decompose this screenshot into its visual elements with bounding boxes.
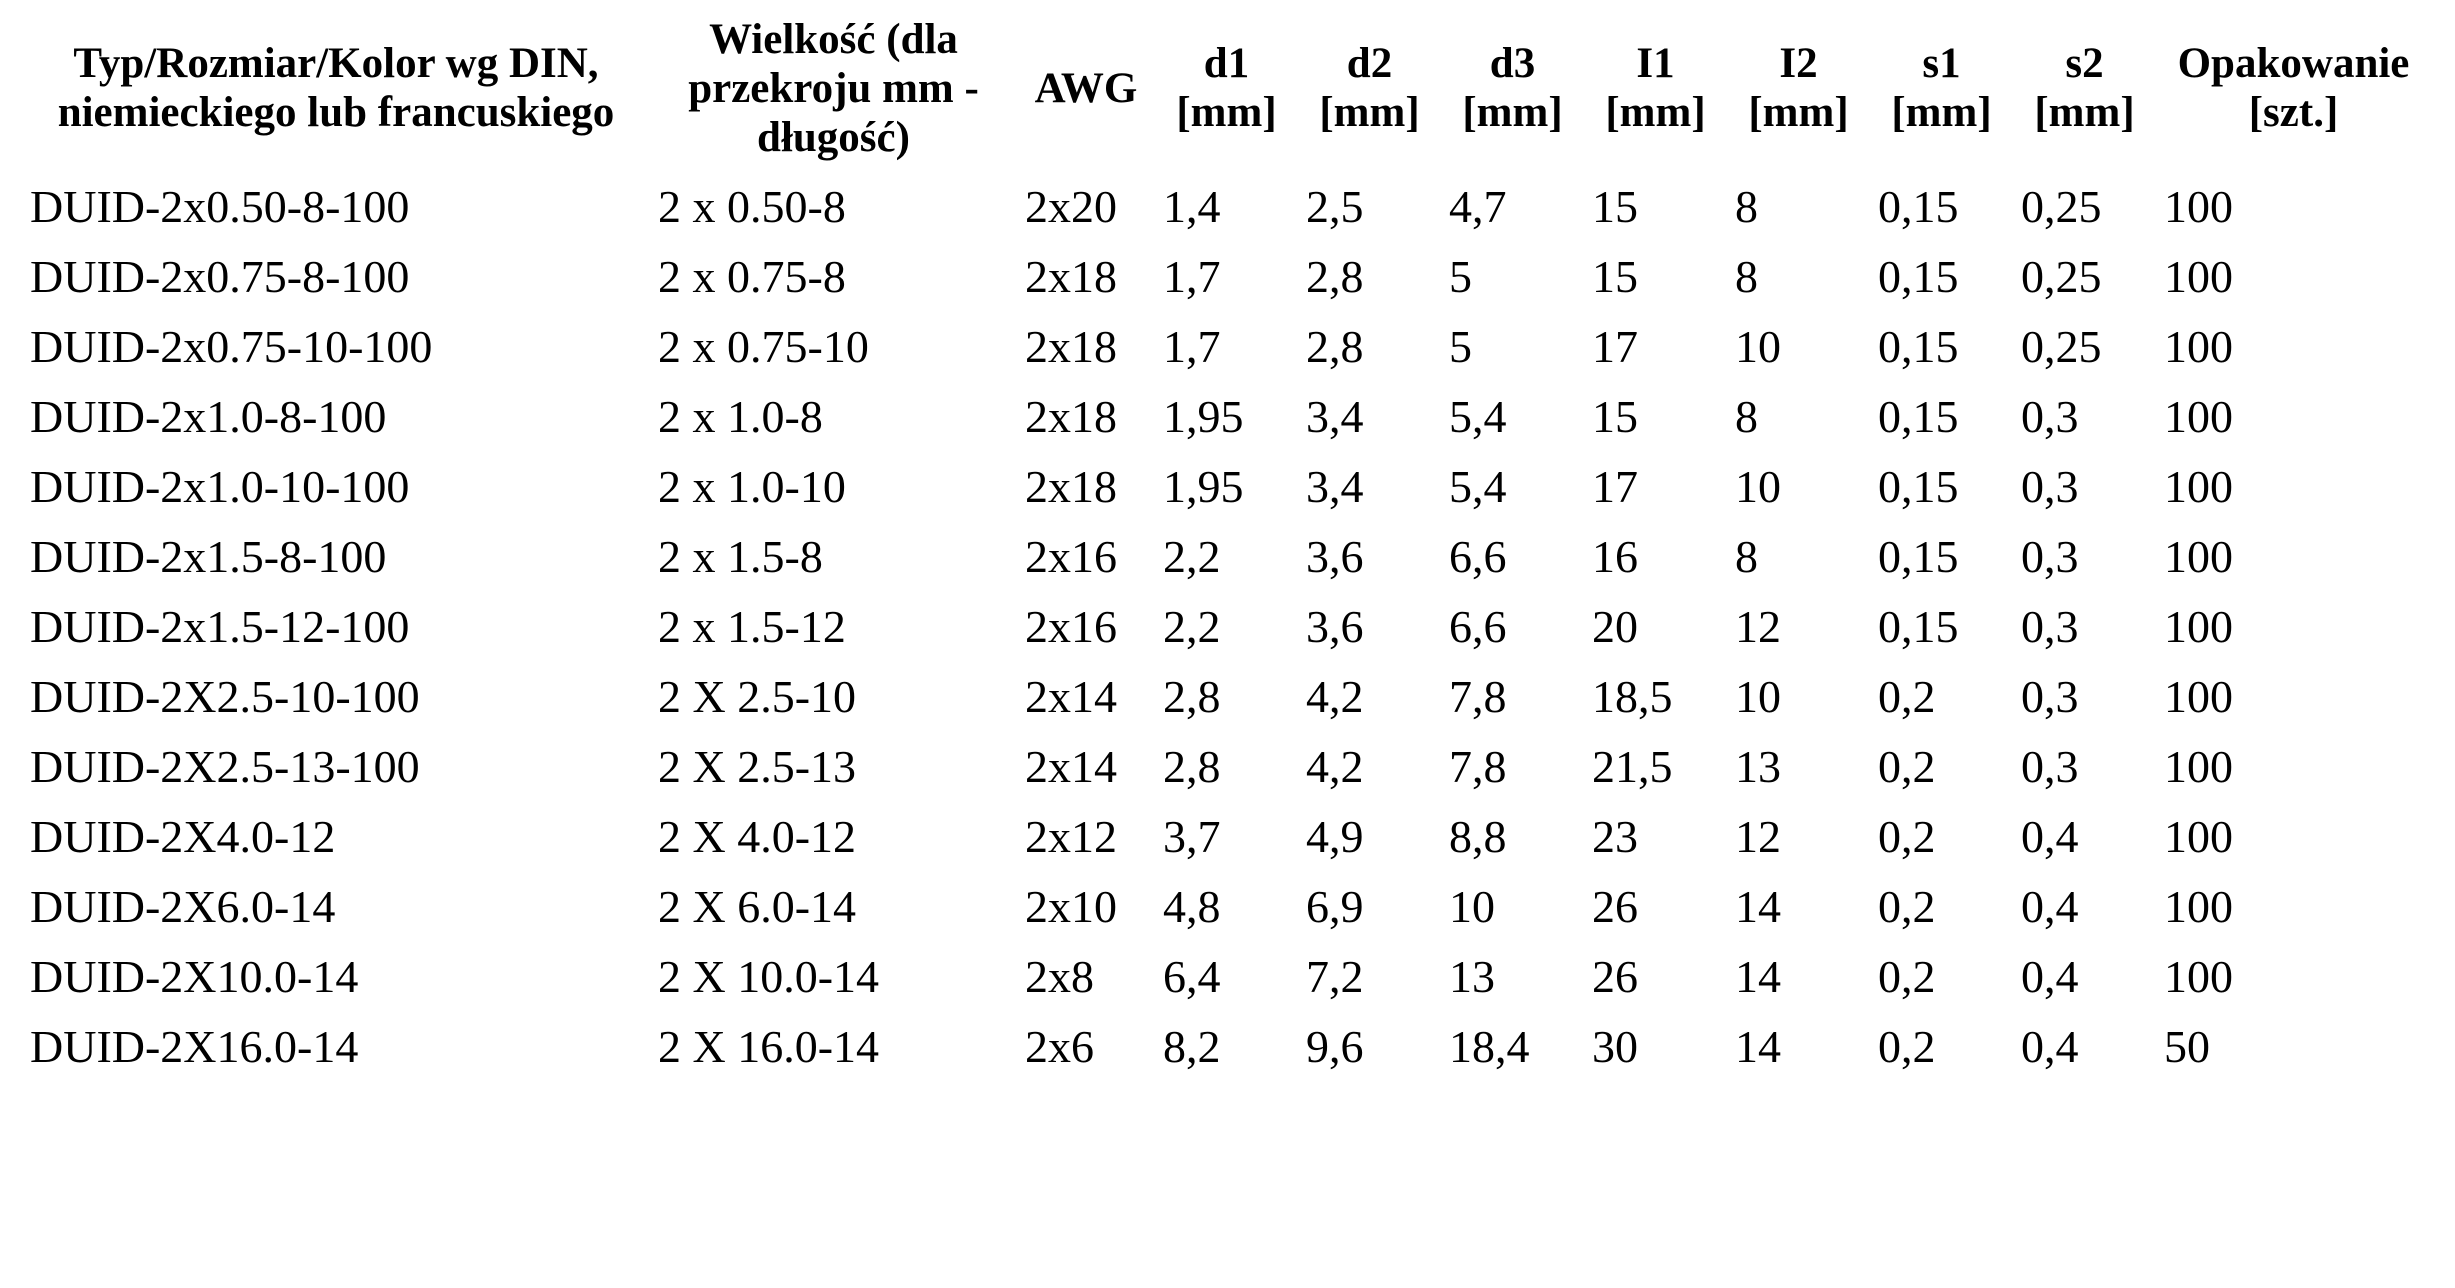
table-cell: 13 bbox=[1735, 741, 1781, 792]
table-cell: 2,8 bbox=[1306, 251, 1364, 302]
table-cell: 2x18 bbox=[1025, 321, 1117, 372]
table-cell: 1,95 bbox=[1163, 461, 1244, 512]
table-cell: 8,2 bbox=[1163, 1021, 1221, 1072]
table-cell: 100 bbox=[2164, 601, 2233, 652]
table-cell: DUID-2x0.50-8-100 bbox=[30, 181, 410, 232]
table-cell: 2x16 bbox=[1025, 601, 1117, 652]
table-cell: 0,2 bbox=[1878, 671, 1936, 722]
column-header-4: d2 [mm] bbox=[1319, 40, 1420, 136]
table-cell: 18,5 bbox=[1592, 671, 1673, 722]
table-cell: 3,6 bbox=[1306, 601, 1364, 652]
table-cell: 4,2 bbox=[1306, 671, 1364, 722]
table-cell: DUID-2x1.5-8-100 bbox=[30, 531, 387, 582]
table-cell: DUID-2X6.0-14 bbox=[30, 881, 336, 932]
table-cell: 6,9 bbox=[1306, 881, 1364, 932]
table-row bbox=[22, 172, 2431, 242]
table-cell: 8 bbox=[1735, 531, 1758, 582]
table-cell: 100 bbox=[2164, 391, 2233, 442]
table-cell: 2 X 2.5-13 bbox=[658, 741, 857, 792]
table-cell: 17 bbox=[1592, 321, 1638, 372]
table-cell: 4,7 bbox=[1449, 181, 1507, 232]
table-body bbox=[22, 172, 2431, 1082]
table-cell: 50 bbox=[2164, 1021, 2210, 1072]
table-cell: 0,4 bbox=[2021, 1021, 2079, 1072]
table-cell: 30 bbox=[1592, 1021, 1638, 1072]
table-cell: 100 bbox=[2164, 671, 2233, 722]
table-cell: 100 bbox=[2164, 251, 2233, 302]
table-cell: 3,7 bbox=[1163, 811, 1221, 862]
table-cell: 3,4 bbox=[1306, 391, 1364, 442]
table-cell: 6,6 bbox=[1449, 601, 1507, 652]
table-cell: 0,3 bbox=[2021, 531, 2079, 582]
header-row bbox=[22, 4, 2431, 172]
table-cell: 0,15 bbox=[1878, 181, 1959, 232]
column-header-6: I1 [mm] bbox=[1605, 40, 1706, 136]
table-cell: 100 bbox=[2164, 811, 2233, 862]
table-cell: 100 bbox=[2164, 461, 2233, 512]
table-cell: 6,6 bbox=[1449, 531, 1507, 582]
table-cell: 4,8 bbox=[1163, 881, 1221, 932]
table-cell: 0,15 bbox=[1878, 531, 1959, 582]
table-cell: 15 bbox=[1592, 181, 1638, 232]
table-cell: 2 x 1.0-10 bbox=[658, 461, 846, 512]
table-row bbox=[22, 802, 2431, 872]
table-cell: 2 X 10.0-14 bbox=[658, 951, 880, 1002]
table-cell: 2x18 bbox=[1025, 251, 1117, 302]
table-cell: 100 bbox=[2164, 181, 2233, 232]
table-cell: 2 x 1.5-12 bbox=[658, 601, 846, 652]
table-cell: 4,2 bbox=[1306, 741, 1364, 792]
table-cell: 10 bbox=[1449, 881, 1495, 932]
table-row bbox=[22, 242, 2431, 312]
table-row bbox=[22, 522, 2431, 592]
table-cell: 0,3 bbox=[2021, 741, 2079, 792]
table-cell: 100 bbox=[2164, 881, 2233, 932]
table-row bbox=[22, 732, 2431, 802]
table-cell: 2x14 bbox=[1025, 741, 1117, 792]
table-cell: 5 bbox=[1449, 251, 1472, 302]
table-cell: DUID-2x1.5-12-100 bbox=[30, 601, 410, 652]
table-cell: 26 bbox=[1592, 951, 1638, 1002]
table-cell: 0,15 bbox=[1878, 321, 1959, 372]
table-cell: DUID-2x0.75-8-100 bbox=[30, 251, 410, 302]
column-header-10: Opakowanie [szt.] bbox=[2177, 40, 2410, 136]
table-header bbox=[22, 4, 2431, 172]
table-cell: 5,4 bbox=[1449, 391, 1507, 442]
table-cell: 0,25 bbox=[2021, 321, 2102, 372]
table-row bbox=[22, 942, 2431, 1012]
column-header-5: d3 [mm] bbox=[1462, 40, 1563, 136]
table-cell: 0,15 bbox=[1878, 251, 1959, 302]
table-cell: 2,5 bbox=[1306, 181, 1364, 232]
table-cell: 2x8 bbox=[1025, 951, 1094, 1002]
table-cell: 0,2 bbox=[1878, 741, 1936, 792]
table-cell: 2,8 bbox=[1163, 741, 1221, 792]
table-cell: 8 bbox=[1735, 181, 1758, 232]
table-cell: 2,8 bbox=[1306, 321, 1364, 372]
table-cell: 2 x 0.50-8 bbox=[658, 181, 846, 232]
table-cell: 14 bbox=[1735, 951, 1781, 1002]
table-cell: 2 X 16.0-14 bbox=[658, 1021, 880, 1072]
table-cell: 1,4 bbox=[1163, 181, 1221, 232]
table-cell: 26 bbox=[1592, 881, 1638, 932]
table-cell: 0,25 bbox=[2021, 181, 2102, 232]
table-cell: 2x14 bbox=[1025, 671, 1117, 722]
table-cell: 5 bbox=[1449, 321, 1472, 372]
table-cell: 2x20 bbox=[1025, 181, 1117, 232]
table-cell: DUID-2x1.0-10-100 bbox=[30, 461, 410, 512]
table-cell: DUID-2X4.0-12 bbox=[30, 811, 336, 862]
table-cell: 2 x 1.5-8 bbox=[658, 531, 823, 582]
table-cell: 7,8 bbox=[1449, 671, 1507, 722]
table-cell: 100 bbox=[2164, 741, 2233, 792]
table-cell: 0,3 bbox=[2021, 601, 2079, 652]
table-cell: 100 bbox=[2164, 321, 2233, 372]
table-row bbox=[22, 872, 2431, 942]
table-cell: 15 bbox=[1592, 251, 1638, 302]
table-cell: 0,4 bbox=[2021, 811, 2079, 862]
table-cell: 2 X 4.0-12 bbox=[658, 811, 857, 862]
table-cell: 0,15 bbox=[1878, 601, 1959, 652]
table-cell: 2x16 bbox=[1025, 531, 1117, 582]
table-cell: 21,5 bbox=[1592, 741, 1673, 792]
table-cell: 0,2 bbox=[1878, 881, 1936, 932]
table-cell: 0,4 bbox=[2021, 951, 2079, 1002]
table-cell: 0,3 bbox=[2021, 671, 2079, 722]
table-row bbox=[22, 312, 2431, 382]
table-row bbox=[22, 382, 2431, 452]
spec-table bbox=[22, 4, 2431, 1082]
table-cell: 7,8 bbox=[1449, 741, 1507, 792]
table-cell: 0,15 bbox=[1878, 461, 1959, 512]
table-cell: 10 bbox=[1735, 321, 1781, 372]
table-cell: 2,8 bbox=[1163, 671, 1221, 722]
table-cell: 6,4 bbox=[1163, 951, 1221, 1002]
column-header-2: AWG bbox=[1034, 64, 1138, 112]
column-header-0: Typ/Rozmiar/Kolor wg DIN, niemieckiego lub francuskiego bbox=[57, 40, 615, 136]
table-cell: 0,2 bbox=[1878, 951, 1936, 1002]
table-cell: 13 bbox=[1449, 951, 1495, 1002]
table-cell: 2 X 2.5-10 bbox=[658, 671, 857, 722]
column-header-3: d1 [mm] bbox=[1176, 40, 1277, 136]
table-cell: 2,2 bbox=[1163, 531, 1221, 582]
table-cell: 9,6 bbox=[1306, 1021, 1364, 1072]
table-row bbox=[22, 592, 2431, 662]
table-cell: 2 X 6.0-14 bbox=[658, 881, 857, 932]
table-cell: 3,4 bbox=[1306, 461, 1364, 512]
table-cell: DUID-2X2.5-10-100 bbox=[30, 671, 420, 722]
table-cell: 8 bbox=[1735, 251, 1758, 302]
table-cell: DUID-2x1.0-8-100 bbox=[30, 391, 387, 442]
table-cell: 100 bbox=[2164, 951, 2233, 1002]
table-cell: 2 x 1.0-8 bbox=[658, 391, 823, 442]
table-row bbox=[22, 662, 2431, 732]
table-cell: 0,3 bbox=[2021, 461, 2079, 512]
table-cell: 2x18 bbox=[1025, 391, 1117, 442]
table-cell: 14 bbox=[1735, 1021, 1781, 1072]
table-cell: 8 bbox=[1735, 391, 1758, 442]
table-cell: 1,7 bbox=[1163, 251, 1221, 302]
table-cell: 100 bbox=[2164, 531, 2233, 582]
table-cell: 23 bbox=[1592, 811, 1638, 862]
table-cell: 0,2 bbox=[1878, 811, 1936, 862]
table-cell: 16 bbox=[1592, 531, 1638, 582]
table-cell: 20 bbox=[1592, 601, 1638, 652]
table-cell: 18,4 bbox=[1449, 1021, 1530, 1072]
column-header-9: s2 [mm] bbox=[2034, 40, 2135, 136]
table-cell: 0,25 bbox=[2021, 251, 2102, 302]
table-cell: 2x10 bbox=[1025, 881, 1117, 932]
table-cell: DUID-2X10.0-14 bbox=[30, 951, 359, 1002]
table-cell: 14 bbox=[1735, 881, 1781, 932]
table-cell: 8,8 bbox=[1449, 811, 1507, 862]
table-cell: 12 bbox=[1735, 811, 1781, 862]
table-cell: 7,2 bbox=[1306, 951, 1364, 1002]
table-cell: 15 bbox=[1592, 391, 1638, 442]
table-cell: 2 x 0.75-8 bbox=[658, 251, 846, 302]
table-cell: 0,3 bbox=[2021, 391, 2079, 442]
table-cell: 2x12 bbox=[1025, 811, 1117, 862]
table-cell: 3,6 bbox=[1306, 531, 1364, 582]
table-cell: 2x6 bbox=[1025, 1021, 1094, 1072]
table-row bbox=[22, 452, 2431, 522]
table-cell: DUID-2X2.5-13-100 bbox=[30, 741, 420, 792]
table-cell: 1,7 bbox=[1163, 321, 1221, 372]
table-cell: DUID-2x0.75-10-100 bbox=[30, 321, 433, 372]
table-row bbox=[22, 1012, 2431, 1082]
column-header-7: I2 [mm] bbox=[1748, 40, 1849, 136]
table-cell: 2x18 bbox=[1025, 461, 1117, 512]
table-cell: 0,2 bbox=[1878, 1021, 1936, 1072]
table-cell: 1,95 bbox=[1163, 391, 1244, 442]
table-cell: DUID-2X16.0-14 bbox=[30, 1021, 359, 1072]
table-cell: 2 x 0.75-10 bbox=[658, 321, 869, 372]
table-cell: 10 bbox=[1735, 671, 1781, 722]
table-cell: 0,4 bbox=[2021, 881, 2079, 932]
table-cell: 2,2 bbox=[1163, 601, 1221, 652]
table-cell: 17 bbox=[1592, 461, 1638, 512]
table-cell: 10 bbox=[1735, 461, 1781, 512]
column-header-1: Wielkość (dla przekroju mm - długość) bbox=[688, 15, 979, 161]
table-cell: 4,9 bbox=[1306, 811, 1364, 862]
table-cell: 5,4 bbox=[1449, 461, 1507, 512]
column-header-8: s1 [mm] bbox=[1891, 40, 1992, 136]
table-cell: 12 bbox=[1735, 601, 1781, 652]
table-cell: 0,15 bbox=[1878, 391, 1959, 442]
